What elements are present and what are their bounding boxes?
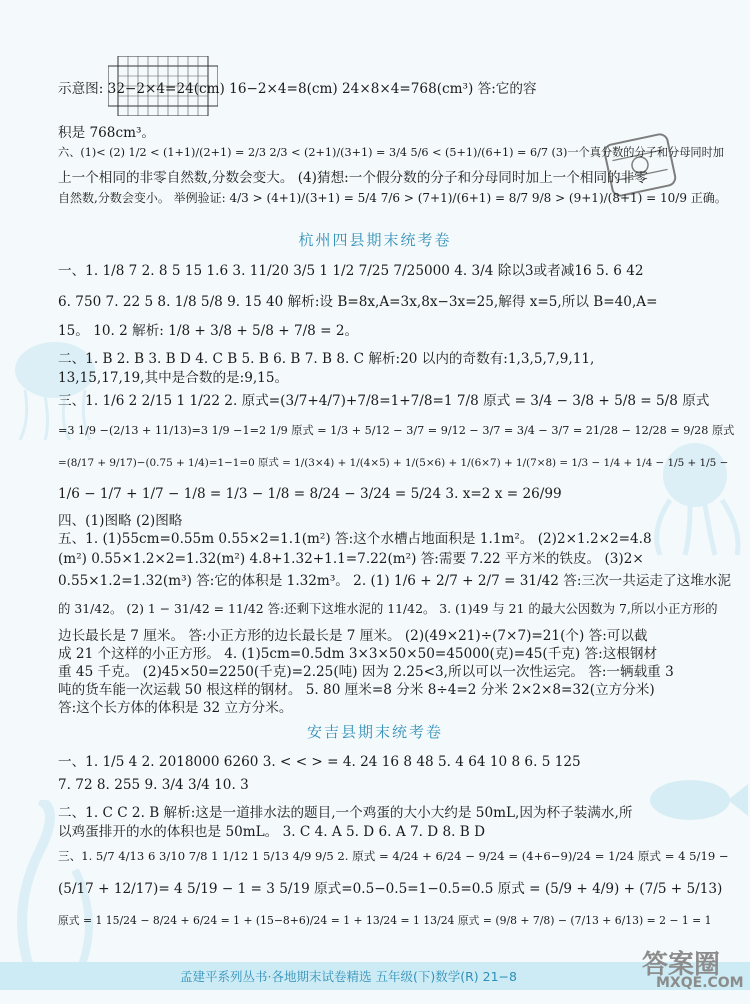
text-line: 三、1. 1/6 2 2/15 1 1/22 2. 原式=(3/7+4/7)+7/8=1+7/8=1 7/8 原式 = 3/4 − 3/8 + 5/8 = 5/8 原式 xyxy=(58,393,710,409)
text-line: 上一个相同的非零自然数,分数会变大。 (4)猜想:一个假分数的分子和分母同时加上一个相同的非零 xyxy=(58,170,648,186)
text-line: 一、1. 1/5 4 2. 2018000 6260 3. < < > = 4. 24 16 8 48 5. 4 64 10 8 6. 5 125 xyxy=(58,754,581,770)
watermark-logo: 答案圈 xyxy=(642,950,721,980)
text-line: 0.55×1.2=1.32(m³) 答:它的体积是 1.32m³。 2. (1) 1/6 + 2/7 + 2/7 = 31/42 答:三次一共运走了这堆水泥 xyxy=(58,573,731,589)
section-title: 安吉县期末统考卷 xyxy=(306,723,443,741)
text-line: 1/6 − 1/7 + 1/7 − 1/8 = 1/3 − 1/8 = 8/24 − 3/24 = 5/24 3. x=2 x = 26/99 xyxy=(58,486,562,502)
text-line: 边长最长是 7 厘米。 答:小正方形的边长最长是 7 厘米。 (2)(49×21)÷(7×7)=21(个) 答:可以截 xyxy=(58,628,648,644)
text-line: 积是 768cm³。 xyxy=(58,125,156,141)
section-title: 杭州四县期末统考卷 xyxy=(298,231,452,249)
text-line: 13,15,17,19,其中是合数的是:9,15。 xyxy=(58,370,289,386)
text-line: 的 31/42。 (2) 1 − 31/42 = 11/42 答:还剩下这堆水泥的 11/42。 3. (1)49 与 21 的最大公因数为 7,所以小正方形的 xyxy=(58,601,718,616)
octopus-illustration xyxy=(640,430,750,560)
text-line: 以鸡蛋排开的水的体积也是 50mL。 3. C 4. A 5. D 6. A 7. D 8. B D xyxy=(58,824,485,840)
fish-illustration xyxy=(640,760,750,840)
footer-text: 孟建平系列丛书·各地期末试卷精选 五年级(下)数学(R) 21−8 xyxy=(180,969,517,984)
watermark-url: MXQE.COM xyxy=(656,975,744,991)
text-line: 7. 72 8. 255 9. 3/4 3/4 10. 3 xyxy=(58,777,249,793)
text-line: 一、1. 1/8 7 2. 8 5 15 1.6 3. 11/20 3/5 1 1/2 7/25 7/25000 4. 3/4 除以3或者减16 5. 6 42 xyxy=(58,263,644,279)
text-line: 原式 = 1 15/24 − 8/24 + 6/24 = 1 + (15−8+6)/24 = 1 + 13/24 = 1 13/24 原式 = (9/8 + 7/8) − (7/13 + 6/13) = 2 − 1 = 1 xyxy=(58,914,712,927)
text-line: 四、(1)图略 (2)图略 xyxy=(58,513,183,529)
text-line: 6. 750 7. 22 5 8. 1/8 5/8 9. 15 40 解析:设 B=8x,A=3x,8x−3x=25,解得 x=5,所以 B=40,A= xyxy=(58,294,658,310)
text-line: 答:这个长方体的体积是 32 立方分米。 xyxy=(58,700,293,716)
text-line: 二、1. C C 2. B 解析:这是一道排水法的题目,一个鸡蛋的大小大约是 50mL,因为杯子装满水,所 xyxy=(58,805,633,821)
text-line: (m²) 0.55×1.2×2=1.32(m²) 4.8+1.32+1.1=7.22(m²) 答:需要 7.22 平方米的铁皮。 (3)2× xyxy=(58,551,644,567)
text-line: 重 45 千克。 (2)45×50=2250(千克)=2.25(吨) 因为 2.25<3,所以可以一次性运完。 答:一辆载重 3 xyxy=(58,664,674,680)
text-line: =(8/17 + 9/17)−(0.75 + 1/4)=1−1=0 原式 = 1/(3×4) + 1/(4×5) + 1/(5×6) + 1/(6×7) + 1/(7×8) = 1/3 − 1/4 + 1/4 − 1/5 + 1/5 − xyxy=(58,457,729,469)
text-line: 六、(1)< (2) 1/2 < (1+1)/(2+1) = 2/3 2/3 < (2+1)/(3+1) = 3/4 5/6 < (5+1)/(6+1) = 6/7 (3)一个真分数的分子和分母同时加 xyxy=(58,146,724,159)
text-line: 示意图: 32−2×4=24(cm) 16−2×4=8(cm) 24×8×4=768(cm³) 答:它的容 xyxy=(58,81,537,97)
text-line: 自然数,分数会变小。 举例验证: 4/3 > (4+1)/(3+1) = 5/4 7/6 > (7+1)/(6+1) = 8/7 9/8 > (9+1)/(8+1) = 10/9 正确。 xyxy=(58,191,727,205)
text-line: =3 1/9 −(2/13 + 11/13)=3 1/9 −1=2 1/9 原式 = 1/3 + 5/12 − 3/7 = 9/12 − 3/7 = 3/4 − 3/7 = 21/28 − 12/28 = 9/28 原式 xyxy=(58,424,735,437)
text-line: 二、1. B 2. B 3. B D 4. C B 5. B 6. B 7. B 8. C 解析:20 以内的奇数有:1,3,5,7,9,11, xyxy=(58,351,595,367)
text-line: (5/17 + 12/17)= 4 5/19 − 1 = 3 5/19 原式=0.5−0.5=1−0.5=0.5 原式 = (5/9 + 4/9) + (7/5 + 5/13) xyxy=(58,881,723,897)
text-line: 15。 10. 2 解析: 1/8 + 3/8 + 5/8 + 7/8 = 2。 xyxy=(58,323,359,339)
text-line: 吨的货车能一次运载 50 根这样的钢材。 5. 80 厘米=8 分米 8÷4=2 分米 2×2×8=32(立方分米) xyxy=(58,682,655,698)
text-line: 五、1. (1)55cm=0.55m 0.55×2=1.1(m²) 答:这个水槽占地面积是 1.1m²。 (2)2×1.2×2=4.8 xyxy=(58,531,652,547)
text-line: 三、1. 5/7 4/13 6 3/10 7/8 1 1/12 1 5/13 4/9 9/5 2. 原式 = 4/24 + 6/24 − 9/24 = (4+6−9)/24 = 1/24 原式 = 4 5/19 − xyxy=(58,849,729,863)
text-line: 成 21 个这样的小正方形。 4. (1)5cm=0.5dm 3×3×50×50=45000(克)=45(千克) 答:这根钢材 xyxy=(58,646,658,662)
